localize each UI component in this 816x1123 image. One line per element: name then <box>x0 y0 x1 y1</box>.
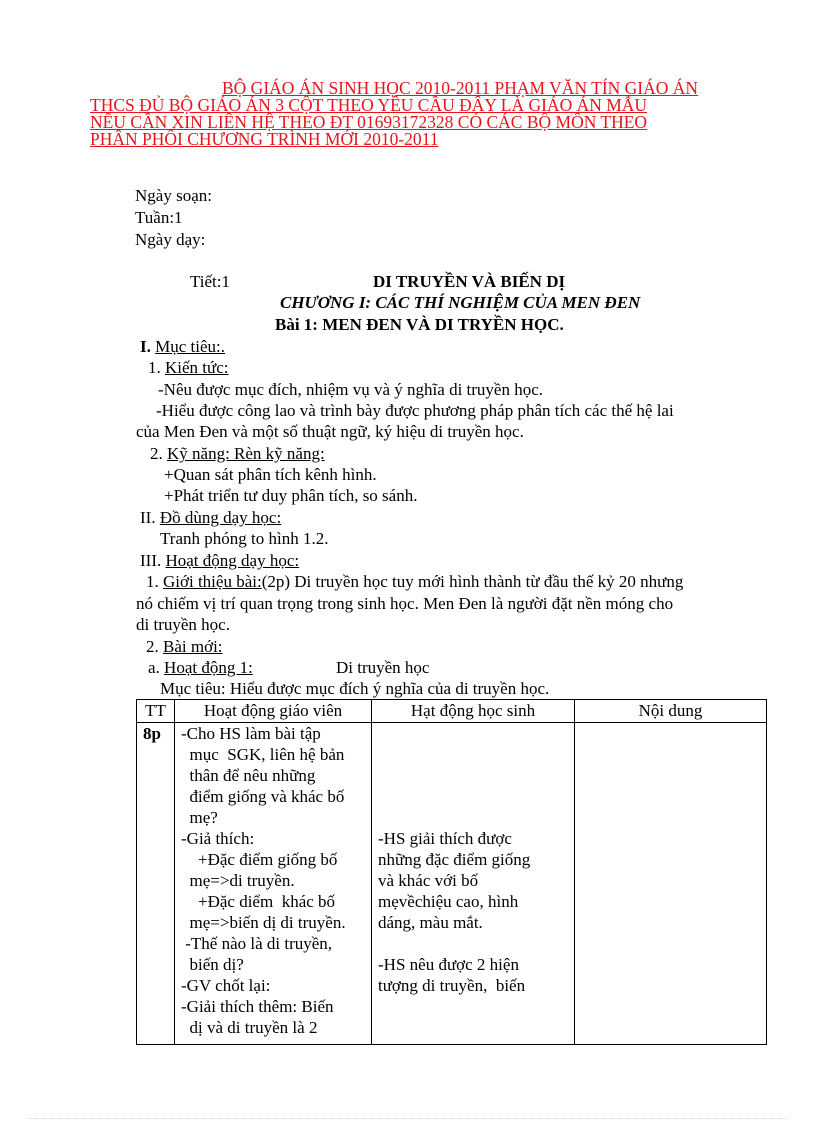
cell-hoc-sinh <box>372 723 575 1045</box>
chapter-title: CHƯƠNG I: CÁC THÍ NGHIỆM CỦA MEN ĐEN <box>280 293 641 312</box>
gv-line: mẹ? <box>181 808 218 827</box>
tuan: Tuần:1 <box>135 208 183 227</box>
section-label: Giới thiệu bài: <box>163 572 262 591</box>
gv-line: -GV chốt lại: <box>181 976 271 995</box>
gv-line: điểm giống và khác bố <box>181 787 345 806</box>
kien-thuc-item-2-cont: của Men Đen và một số thuật ngữ, ký hiệu di truyền học. <box>136 422 524 441</box>
col-header-tt: TT <box>137 700 175 723</box>
page-title: DI TRUYỀN VÀ BIẾN DỊ <box>373 272 566 291</box>
activity-table <box>136 699 767 1045</box>
section-label: Kiến tức: <box>165 358 229 377</box>
ky-nang-item-1: +Quan sát phân tích kênh hình. <box>164 465 377 484</box>
section-label: Bài mới: <box>163 637 223 656</box>
section-kien-thuc <box>148 358 229 378</box>
banner-line-3: NẾU CẦN XIN LIÊN HỆ THEO ĐT 01693172328 CÓ CÁC BỘ MÔN THEO <box>90 112 648 132</box>
hoat-dong-1 <box>148 658 253 678</box>
col-header-noi-dung: Nội dung <box>575 700 767 723</box>
hs-line: dáng, màu mắt. <box>378 913 483 932</box>
section-ky-nang <box>150 444 325 464</box>
section-number: 1. <box>148 358 161 377</box>
gv-line: +Đặc diểm khác bố <box>181 892 336 911</box>
hs-line: những đặc điểm giống <box>378 850 531 869</box>
section-muc-tieu <box>140 337 225 357</box>
section-hoat-dong <box>140 551 299 571</box>
gv-line: -Thế nào là di truyền, <box>181 934 333 953</box>
section-label: Đồ dùng dạy học: <box>159 508 282 527</box>
gv-line: -Giải thích thêm: Biến <box>181 997 334 1016</box>
hs-line: tượng di truyền, biến <box>378 976 526 995</box>
hoat-dong-1-muc-tieu: Mục tiêu: Hiểu được mục đích ý nghĩa của di truyền học. <box>160 679 550 698</box>
banner-line-4: PHÂN PHỐI CHƯƠNG TRÌNH MỚI 2010-2011 <box>90 129 439 149</box>
time-value: 8p <box>143 724 161 743</box>
section-number: a. <box>148 658 160 677</box>
ngay-day: Ngày dạy: <box>135 230 206 249</box>
gioi-thieu-line-3: di truyền học. <box>136 615 230 634</box>
col-header-hoc-sinh: Hạt động học sinh <box>372 700 575 723</box>
banner-line-2: THCS ĐỦ BỘ GIÁO ÁN 3 CỘT THEO YÊU CẦU ĐÂY LÀ GIÁO ÁN MẪU <box>90 95 648 115</box>
header-banner <box>90 80 770 148</box>
hs-line: mẹvềchiệu cao, hình <box>378 892 519 911</box>
ngay-soan: Ngày soạn: <box>135 186 212 205</box>
kien-thuc-item-1: -Nêu được mục đích, nhiệm vụ và ý nghĩa di truyền học. <box>158 380 544 399</box>
table-row <box>137 723 767 1045</box>
gioi-thieu-bai <box>146 572 683 592</box>
hs-line: và khác với bố <box>378 871 479 890</box>
section-number: 2. <box>146 637 159 656</box>
gv-line: biến dị? <box>181 955 244 974</box>
lesson-title: Bài 1: MEN ĐEN VÀ DI TRYỀN HỌC. <box>275 315 564 334</box>
gv-line: dị và di truyền là 2 <box>181 1018 318 1037</box>
section-label: Mục tiêu:. <box>155 337 226 356</box>
gv-line: thân để nêu những <box>181 766 316 785</box>
section-number: 2. <box>150 444 163 463</box>
section-do-dung <box>140 508 281 528</box>
gv-line: -Giả thích: <box>181 829 255 848</box>
section-label: Kỹ năng: Rèn kỹ năng: <box>167 444 325 463</box>
gv-line: mẹ=>biến dị di truyền. <box>181 913 346 932</box>
hs-line: -HS giải thích được <box>378 829 512 848</box>
cell-giao-vien <box>175 723 372 1045</box>
section-number: III. <box>140 551 162 570</box>
cell-tt <box>137 723 175 1045</box>
gv-line: +Đặc điểm giống bố <box>181 850 338 869</box>
gv-line: mẹ=>di truyền. <box>181 871 295 890</box>
gioi-thieu-line-2: nó chiếm vị trí quan trọng trong sinh học. Men Đen là người đặt nền móng cho <box>136 594 674 613</box>
section-bai-moi <box>146 637 223 657</box>
hs-line: -HS nêu được 2 hiện <box>378 955 519 974</box>
section-label: Hoạt động dạy học: <box>165 551 300 570</box>
gv-line: -Cho HS làm bài tập <box>181 724 321 743</box>
do-dung-item-1: Tranh phóng to hình 1.2. <box>160 529 329 548</box>
cell-noi-dung <box>575 723 767 1045</box>
section-number: I. <box>140 337 151 356</box>
banner-line-1: BỘ GIÁO ÁN SINH HỌC 2010-2011 PHẠM VĂN TÍN GIÁO ÁN <box>222 78 699 98</box>
col-header-giao-vien: Hoạt động giáo viên <box>175 700 372 723</box>
hoat-dong-1-title: Di truyền học <box>336 658 430 677</box>
ky-nang-item-2: +Phát triển tư duy phân tích, so sánh. <box>164 486 418 505</box>
page-footer-divider <box>28 1118 788 1119</box>
section-number: 1. <box>146 572 159 591</box>
gioi-thieu-text: (2p) Di truyền học tuy mới hình thành từ đầu thế kỷ 20 nhưng <box>261 572 684 591</box>
section-label: Hoạt động 1: <box>164 658 253 677</box>
table-header-row <box>137 700 767 723</box>
kien-thuc-item-2: -Hiểu được công lao và trình bày được phương pháp phân tích các thế hệ lai <box>156 401 674 420</box>
section-number: II. <box>140 508 156 527</box>
tiet: Tiết:1 <box>190 272 231 291</box>
gv-line: mục SGK, liên hệ bản <box>181 745 345 764</box>
